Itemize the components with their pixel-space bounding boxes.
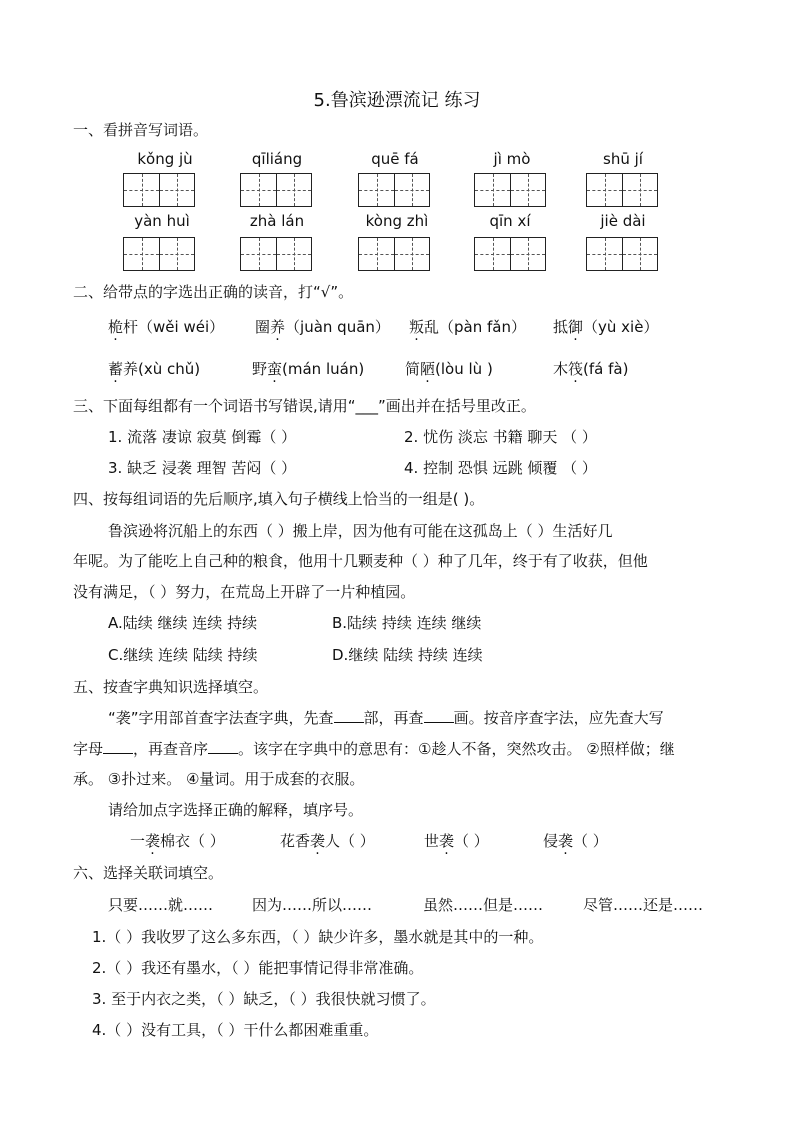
writing-box[interactable] (358, 237, 430, 271)
paragraph-line: 鲁滨逊将沉船上的东西（ ）搬上岸，因为他有可能在这孤岛上（ ）生活好几 (108, 522, 613, 540)
instruction: 请给加点字选择正确的解释，填序号。 (108, 801, 364, 819)
word-group: 4. 控制 恐惧 远跳 倾覆 （ ） (404, 459, 597, 477)
word-group: 2. 忧伤 淡忘 书籍 聊天 （ ） (404, 428, 597, 446)
question-line: 4.（ ）没有工具，（ ）干什么都困难重重。 (92, 1021, 379, 1039)
pinyin-label: kòng zhì (365, 212, 429, 230)
reading-item: 抵御（yù xiè） (553, 318, 659, 336)
option-a: A.陆续 继续 连续 持续 (108, 614, 258, 632)
pinyin-label: qīliáng (251, 150, 303, 168)
section-3-heading: 三、下面每组都有一个词语书写错误,请用“___”画出并在括号里改正。 (73, 397, 536, 415)
writing-box[interactable] (123, 173, 195, 207)
reading-item: 野蛮(mán luán) (252, 360, 365, 378)
section-6-heading: 六、选择关联词填空。 (73, 864, 224, 882)
conjunction-option: 虽然……但是…… (423, 896, 544, 914)
section-4-heading: 四、按每组词语的先后顺序,填入句子横线上恰当的一组是( )。 (73, 490, 485, 508)
pinyin-label: quē fá (371, 150, 419, 168)
conjunction-option: 只要……就…… (108, 896, 214, 914)
option-b: B.陆续 持续 连续 继续 (332, 614, 482, 632)
writing-box[interactable] (586, 237, 658, 271)
section-2-heading: 二、给带点的字选出正确的读音，打“√”。 (73, 283, 354, 301)
pinyin-label: jiè dài (600, 212, 646, 230)
paragraph-line: 承。 ③扑过来。 ④量词。用于成套的衣服。 (73, 770, 365, 788)
reading-item: 圈养（juàn quān） (255, 318, 390, 336)
reading-item: 木筏(fá fà) (553, 360, 629, 378)
meaning-item: 一袭棉衣（ ） (130, 832, 225, 850)
writing-box[interactable] (358, 173, 430, 207)
word-group: 3. 缺乏 浸袭 理智 苦闷（ ） (108, 459, 297, 477)
paragraph-line: 年呢。为了能吃上自己种的粮食，他用十几颗麦种（ ）种了几年，终于有了收获，但他 (73, 552, 648, 570)
pinyin-label: jì mò (493, 150, 531, 168)
pinyin-label: zhà lán (249, 212, 305, 230)
section-1-heading: 一、看拼音写词语。 (73, 121, 209, 139)
option-d: D.继续 陆续 持续 连续 (332, 646, 483, 664)
writing-box[interactable] (474, 237, 546, 271)
meaning-item: 花香袭人（ ） (280, 832, 375, 850)
question-line: 1.（ ）我收罗了这么多东西，（ ）缺少许多，墨水就是其中的一种。 (92, 928, 544, 946)
reading-item: 蓄养(xù chǔ) (108, 360, 201, 378)
page-title: 5.鲁滨逊漂流记 练习 (313, 90, 481, 111)
writing-box[interactable] (123, 237, 195, 271)
paragraph-line: “袭”字用部首查字法查字典，先查 部，再查 画。按音序查字法，应先查大写 (108, 709, 664, 727)
pinyin-label: kǒng jù (137, 150, 193, 168)
section-5-heading: 五、按查字典知识选择填空。 (73, 678, 269, 696)
question-line: 3. 至于内衣之类，（ ）缺乏，（ ）我很快就习惯了。 (92, 990, 436, 1008)
paragraph-line: 字母 ，再查音序 。该字在字典中的意思有：①趁人不备，突然攻击。 ②照样做；继 (73, 740, 675, 758)
writing-box[interactable] (240, 173, 312, 207)
paragraph-line: 没有满足，（ ）努力，在荒岛上开辟了一片种植园。 (73, 583, 416, 601)
meaning-item: 世袭（ ） (424, 832, 489, 850)
pinyin-label: qīn xí (489, 212, 531, 230)
word-group: 1. 流落 凄谅 寂莫 倒霉（ ） (108, 428, 297, 446)
reading-item: 叛乱（pàn fǎn） (409, 318, 526, 336)
option-c: C.继续 连续 陆续 持续 (108, 646, 258, 664)
reading-item: 桅杆（wěi wéi） (108, 318, 225, 336)
question-line: 2.（ ）我还有墨水，（ ）能把事情记得非常准确。 (92, 959, 424, 977)
pinyin-label: shū jí (603, 150, 643, 168)
reading-item: 简陋(lòu lù ) (405, 360, 493, 378)
writing-box[interactable] (240, 237, 312, 271)
meaning-item: 侵袭（ ） (543, 832, 608, 850)
conjunction-option: 尽管……还是…… (583, 896, 704, 914)
writing-box[interactable] (586, 173, 658, 207)
conjunction-option: 因为……所以…… (252, 896, 373, 914)
writing-box[interactable] (474, 173, 546, 207)
pinyin-label: yàn huì (134, 212, 190, 230)
